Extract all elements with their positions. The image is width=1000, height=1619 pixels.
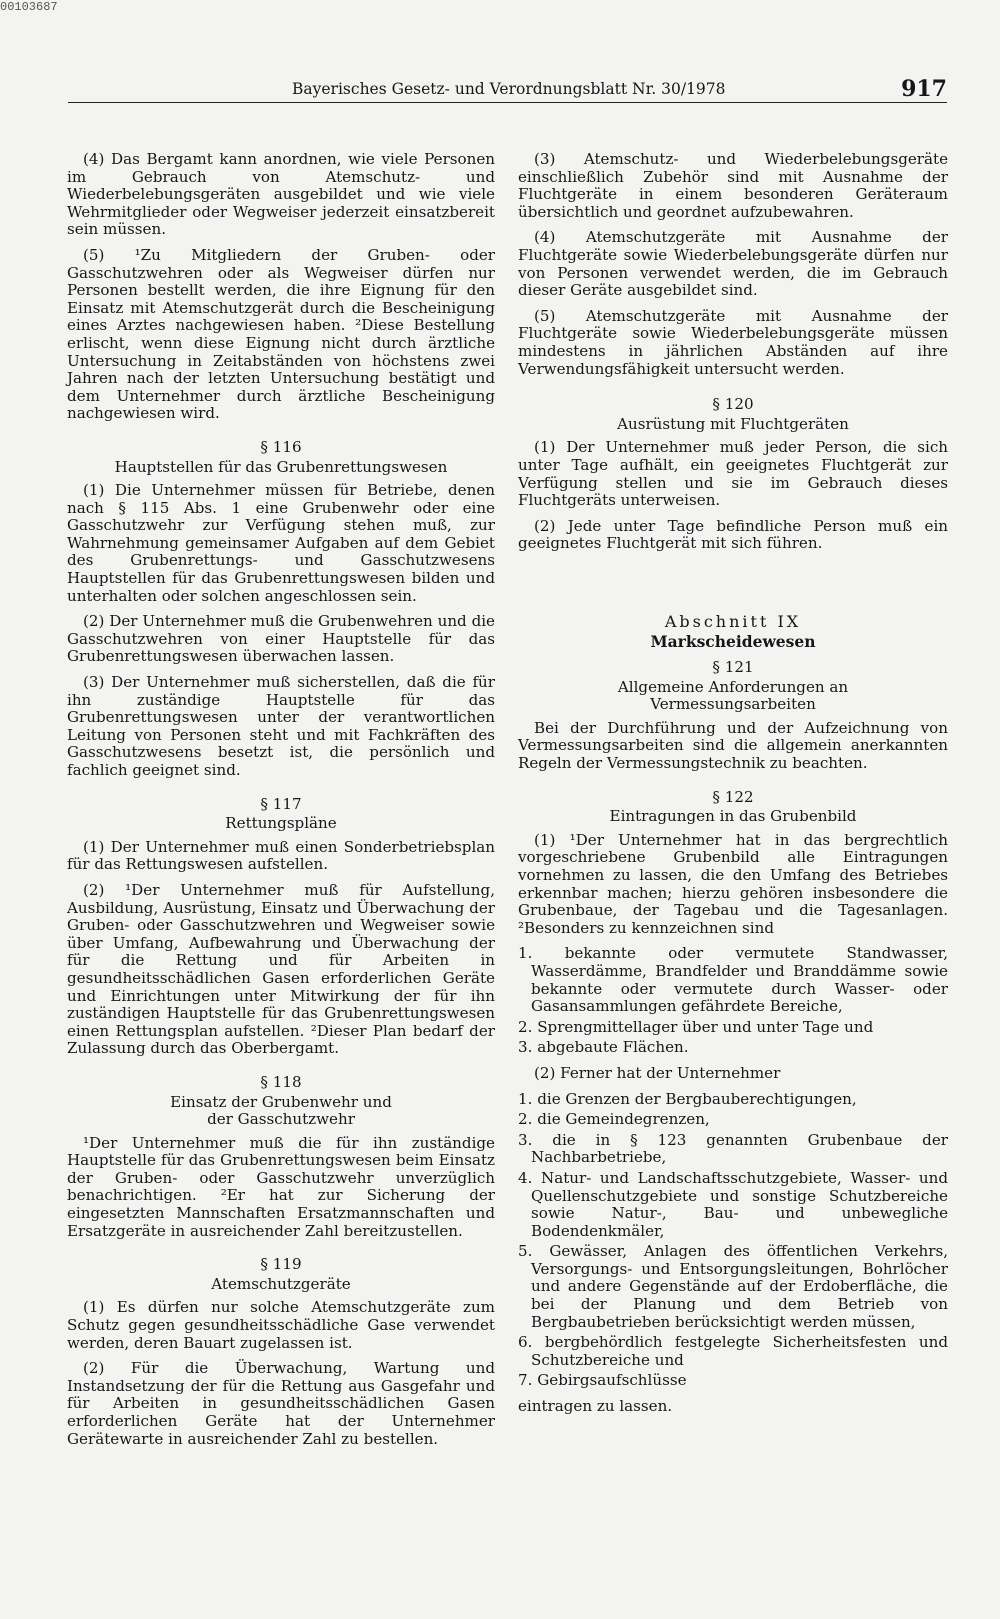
paragraph: (3) Atemschutz- und Wiederbelebungsgeräte einschließlich Zubehör sind mit Ausnahme der Fluchtgeräte in einem besonderen Geräteraum übersichtlich und geordnet aufzubewahren. xyxy=(518,150,948,221)
section-title: Hauptstellen für das Grubenrettungswesen xyxy=(114,457,448,476)
enumeration-list xyxy=(518,945,948,1057)
section-title: Rettungspläne xyxy=(225,814,337,833)
paragraph: (5) ¹Zu Mitgliedern der Gruben- oder Gasschutzwehren oder als Wegweiser dürfen nur Personen bestellt werden, die ihre Eignung für den Einsatz mit Atemschutzgerät durch die Bescheinigung eines Arztes nachgewiesen haben. ²Diese Bestellung erlischt, wenn diese Eignung nicht durch ärztliche Untersuchung in Zeitabständen von höchstens zwei Jahren nach der letzten Untersuchung bestätigt und dem Unternehmer durch ärztliche Bescheinigung nachgewiesen wird. xyxy=(67,245,495,423)
paragraph: (5) Atemschutzgeräte mit Ausnahme der Fluchtgeräte sowie Wiederbelebungsgeräte müssen mindestens in jährlichen Abständen auf ihre Verwendungsfähigkeit untersucht werden. xyxy=(518,306,948,378)
section-title: Atemschutzgeräte xyxy=(211,1274,351,1293)
section-title-line-1: Einsatz der Grubenwehr und xyxy=(170,1092,392,1111)
paragraph: (2) ¹Der Unternehmer muß für Aufstellung, Ausbildung, Ausrüstung, Einsatz und Überwachung der Gruben- oder Gasschutzwehren und Wegweiser sowie über Umfang, Aufbewahrung und Überwachung der für die Rettung und für Arbeiten in gesundheitsschädlichen Gasen erforderlichen Geräte und Einrichtungen unter Mitwirkung der für ihn zuständigen Hauptstelle für das Grubenrettungswesen einen Rettungsplan aufstellen. ²Dieser Plan bedarf der Zulassung durch das Oberbergamt. xyxy=(67,880,495,1058)
paragraph: (1) Es dürfen nur solche Atemschutzgeräte zum Schutz gegen gesundheitsschädliche Gase verwendet werden, deren Bauart zugelassen ist. xyxy=(67,1298,495,1352)
paragraph: (3) Der Unternehmer muß sicherstellen, daß die für ihn zuständige Hauptstelle für das Grubenrettungswesen unter der verantwortlichen Leitung von Personen steht und mit Fachkräften des Gasschutzwesens besetzt ist, die persönlich und fachlich geeignet sind. xyxy=(67,673,495,779)
archive-identifier: 00103687 xyxy=(0,0,58,14)
page-number: 917 xyxy=(901,76,947,102)
list-item: 7. Gebirgsaufschlüsse xyxy=(518,1371,687,1390)
section-title-line-2: Vermessungsarbeiten xyxy=(650,695,816,714)
chapter-title: Markscheidewesen xyxy=(650,632,816,652)
paragraph: (2) Ferner hat der Unternehmer xyxy=(534,1063,781,1082)
list-item: 2. die Gemeindegrenzen, xyxy=(518,1110,710,1129)
paragraph: (4) Atemschutzgeräte mit Ausnahme der Fluchtgeräte sowie Wiederbelebungsgeräte dürfen nur von Personen verwendet werden, die im Gebrauch dieser Geräte ausgebildet sind. xyxy=(518,228,948,300)
paragraph: (2) Der Unternehmer muß die Grubenwehren und die Gasschutzwehren von einer Hauptstelle für das Grubenrettungswesen überwachen lassen. xyxy=(67,612,495,666)
paragraph: (2) Für die Überwachung, Wartung und Instandsetzung der für die Rettung aus Gasgefahr und für Arbeiten in gesundheitsschädlichen Gasen erforderlichen Geräte hat der Unternehmer Gerätewarte in ausreichender Zahl zu bestellen. xyxy=(67,1359,495,1448)
right-column xyxy=(518,151,948,1424)
list-item: 2. Sprengmittellager über und unter Tage und xyxy=(518,1017,874,1036)
chapter-label: Abschnitt IX xyxy=(664,611,802,631)
section-title: Ausrüstung mit Fluchtgeräten xyxy=(617,414,849,433)
paragraph: (2) Jede unter Tage befindliche Person muß ein geeignetes Fluchtgerät mit sich führen. xyxy=(518,516,948,553)
section-number: § 118 xyxy=(260,1072,302,1091)
section-title-line-2: der Gasschutzwehr xyxy=(207,1110,355,1129)
paragraph: (1) ¹Der Unternehmer hat in das bergrechtlich vorgeschriebene Grubenbild alle Eintragungen vornehmen zu lassen, die den Umfang des Betriebes erkennbar machen; hierzu gehören insbesondere die Grubenbaue, der Tagebau und die Tagesanlagen. ²Besonders zu kennzeichnen sind xyxy=(518,830,948,937)
section-title-line-1: Allgemeine Anforderungen an xyxy=(617,677,849,696)
paragraph: (1) Die Unternehmer müssen für Betriebe, denen nach § 115 Abs. 1 eine Grubenwehr oder eine Gasschutzwehr zur Verfügung stehen muß, zur Wahrnehmung gemeinsamer Aufgaben auf dem Gebiet des Grubenrettungs- und Gasschutzwesens Hauptstellen für das Grubenrettungswesen bilden und unterhalten oder solchen angeschlossen sein. xyxy=(67,481,495,605)
section-number: § 119 xyxy=(260,1255,302,1274)
paragraph: (4) Das Bergamt kann anordnen, wie viele Personen im Gebrauch von Atemschutz- und Wiederbelebungsgeräten ausgebildet und wie viele Wehrmitglieder oder Wegweiser jederzeit einsatzbereit sein müssen. xyxy=(67,150,495,239)
list-item: 5. Gewässer, Anlagen des öffentlichen Verkehrs, Versorgungs- und Entsorgungsleitungen, Bohrlöcher und andere Gegenstände auf der Erdoberfläche, die bei der Planung und dem Betrieb von Bergbaubetrieben berücksichtigt werden müssen, xyxy=(518,1242,948,1331)
paragraph: (1) Der Unternehmer muß einen Sonderbetriebsplan für das Rettungswesen aufstellen. xyxy=(67,837,495,874)
journal-title: Bayerisches Gesetz- und Verordnungsblatt Nr. 30/1978 xyxy=(292,80,726,98)
list-item: 1. die Grenzen der Bergbauberechtigungen, xyxy=(518,1089,857,1108)
paragraph: ¹Der Unternehmer muß die für ihn zuständige Hauptstelle für das Grubenrettungswesen beim Einsatz der Gruben- oder Gasschutzwehr unverzüglich benachrichtigen. ²Er hat zur Sicherung der eingesetzten Mannschaften Ersatzmannschaften und Ersatzgeräte in ausreichender Zahl bereitzustellen. xyxy=(67,1133,495,1240)
left-column xyxy=(67,151,495,1456)
section-number: § 120 xyxy=(712,395,754,414)
paragraph: Bei der Durchführung und der Aufzeichnung von Vermessungsarbeiten sind die allgemein anerkannten Regeln der Vermessungstechnik zu beachten. xyxy=(518,718,948,773)
section-number: § 121 xyxy=(712,658,754,677)
section-number: § 117 xyxy=(260,794,302,813)
list-item: 3. abgebaute Flächen. xyxy=(518,1038,689,1057)
list-item: 4. Natur- und Landschaftsschutzgebiete, Wasser- und Quellenschutzgebiete und sonstige Schutzbereiche sowie Natur-, Bau- und unbewegliche Bodendenkmäler, xyxy=(518,1168,948,1240)
header-rule xyxy=(68,102,947,103)
closing-line: eintragen zu lassen. xyxy=(518,1397,673,1416)
section-number: § 122 xyxy=(712,787,754,806)
page-header xyxy=(292,76,947,102)
list-item: 6. bergbehördlich festgelegte Sicherheitsfesten und Schutzbereiche und xyxy=(518,1333,948,1369)
list-item: 1. bekannte oder vermutete Standwasser, Wasserdämme, Brandfelder und Branddämme sowie bekannte oder vermutete durch Wasser- oder Gasansammlungen gefährdete Bereiche, xyxy=(518,944,948,1016)
paragraph: (1) Der Unternehmer muß jeder Person, die sich unter Tage aufhält, ein geeignetes Fluchtgerät zur Verfügung stellen und sie im Gebrauch dieses Fluchtgeräts unterweisen. xyxy=(518,438,948,510)
section-title: Eintragungen in das Grubenbild xyxy=(609,807,857,826)
section-number: § 116 xyxy=(260,437,302,456)
list-item: 3. die in § 123 genannten Grubenbaue der Nachbarbetriebe, xyxy=(518,1130,948,1167)
enumeration-list xyxy=(518,1091,948,1391)
